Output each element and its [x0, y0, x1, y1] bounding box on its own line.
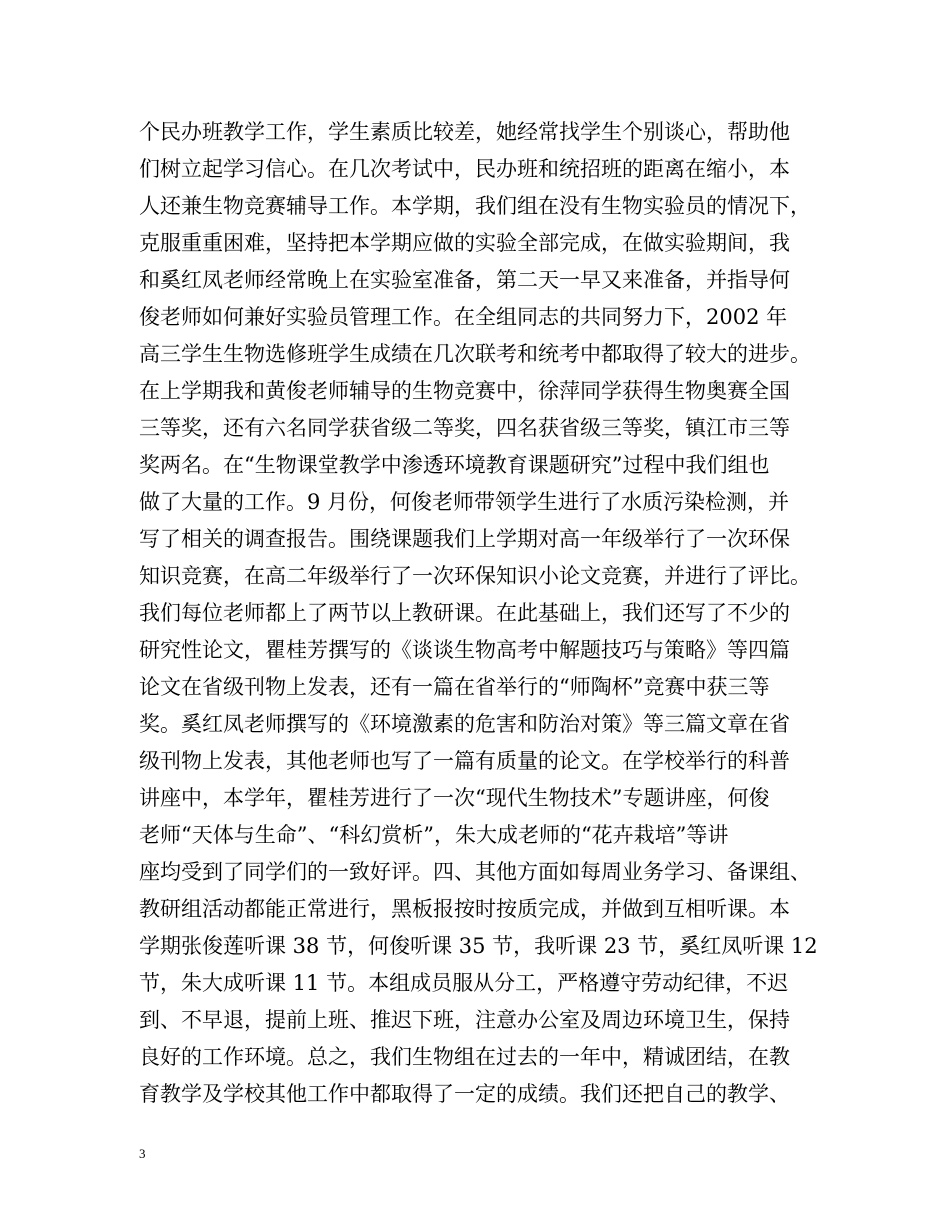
text-line-6: 俊老师如何兼好实验员管理工作。在全组同志的共同努力下，2002 年	[139, 305, 788, 329]
text-line-5: 和奚红凤老师经常晚上在实验室准备，第二天一早又来准备，并指导何	[139, 268, 790, 292]
text-line-1: 个民办班教学工作，学生素质比较差，她经常找学生个别谈心，帮助他	[139, 120, 790, 144]
text-line-25: 到、不早退，提前上班、推迟下班，注意办公室及周边环境卫生，保持	[139, 1008, 790, 1032]
text-line-2: 们树立起学习信心。在几次考试中，民办班和统招班的距离在缩小，本	[139, 157, 790, 181]
text-line-14: 我们每位老师都上了两节以上教研课。在此基础上，我们还写了不少的	[139, 601, 790, 625]
text-line-21: 座均受到了同学们的一致好评。四、其他方面如每周业务学习、备课组、	[139, 860, 811, 884]
text-line-18: 级刊物上发表，其他老师也写了一篇有质量的论文。在学校举行的科普	[139, 749, 790, 773]
text-line-16: 论文在省级刊物上发表，还有一篇在省举行的“师陶杯”竞赛中获三等	[139, 675, 770, 699]
text-line-19: 讲座中，本学年，瞿桂芳进行了一次“现代生物技术”专题讲座，何俊	[139, 786, 770, 810]
text-line-13: 知识竞赛，在高二年级举行了一次环保知识小论文竞赛，并进行了评比。	[139, 564, 811, 588]
text-line-9: 三等奖，还有六名同学获省级二等奖，四名获省级三等奖，镇江市三等	[139, 416, 790, 440]
text-line-22: 教研组活动都能正常进行，黑板报按时按质完成，并做到互相听课。本	[139, 897, 790, 921]
text-line-27: 育教学及学校其他工作中都取得了一定的成绩。我们还把自己的教学、	[139, 1082, 790, 1106]
text-line-12: 写了相关的调查报告。围绕课题我们上学期对高一年级举行了一次环保	[139, 527, 790, 551]
body-paragraph	[139, 114, 839, 1113]
text-line-11: 做了大量的工作。9 月份，何俊老师带领学生进行了水质污染检测，并	[139, 490, 790, 514]
text-line-7: 高三学生生物选修班学生成绩在几次联考和统考中都取得了较大的进步。	[139, 342, 811, 366]
text-line-15: 研究性论文，瞿桂芳撰写的《谈谈生物高考中解题技巧与策略》等四篇	[139, 638, 790, 662]
text-line-20: 老师“天体与生命”、“科幻赏析”，朱大成老师的“花卉栽培”等讲	[139, 823, 729, 847]
text-line-24: 节，朱大成听课 11 节。本组成员服从分工，严格遵守劳动纪律，不迟	[139, 971, 789, 995]
text-line-23: 学期张俊莲听课 38 节，何俊听课 35 节，我听课 23 节，奚红凤听课 12	[139, 934, 818, 958]
text-line-17: 奖。奚红凤老师撰写的《环境激素的危害和防治对策》等三篇文章在省	[139, 712, 790, 736]
text-line-26: 良好的工作环境。总之，我们生物组在过去的一年中，精诚团结，在教	[139, 1045, 790, 1069]
text-line-10: 奖两名。在“生物课堂教学中渗透环境教育课题研究”过程中我们组也	[139, 453, 770, 477]
page-number: 3	[139, 1146, 146, 1161]
text-line-8: 在上学期我和黄俊老师辅导的生物竞赛中，徐萍同学获得生物奥赛全国	[139, 379, 790, 403]
text-line-3: 人还兼生物竞赛辅导工作。本学期，我们组在没有生物实验员的情况下，	[139, 194, 811, 218]
text-line-4: 克服重重困难，坚持把本学期应做的实验全部完成，在做实验期间，我	[139, 231, 790, 255]
